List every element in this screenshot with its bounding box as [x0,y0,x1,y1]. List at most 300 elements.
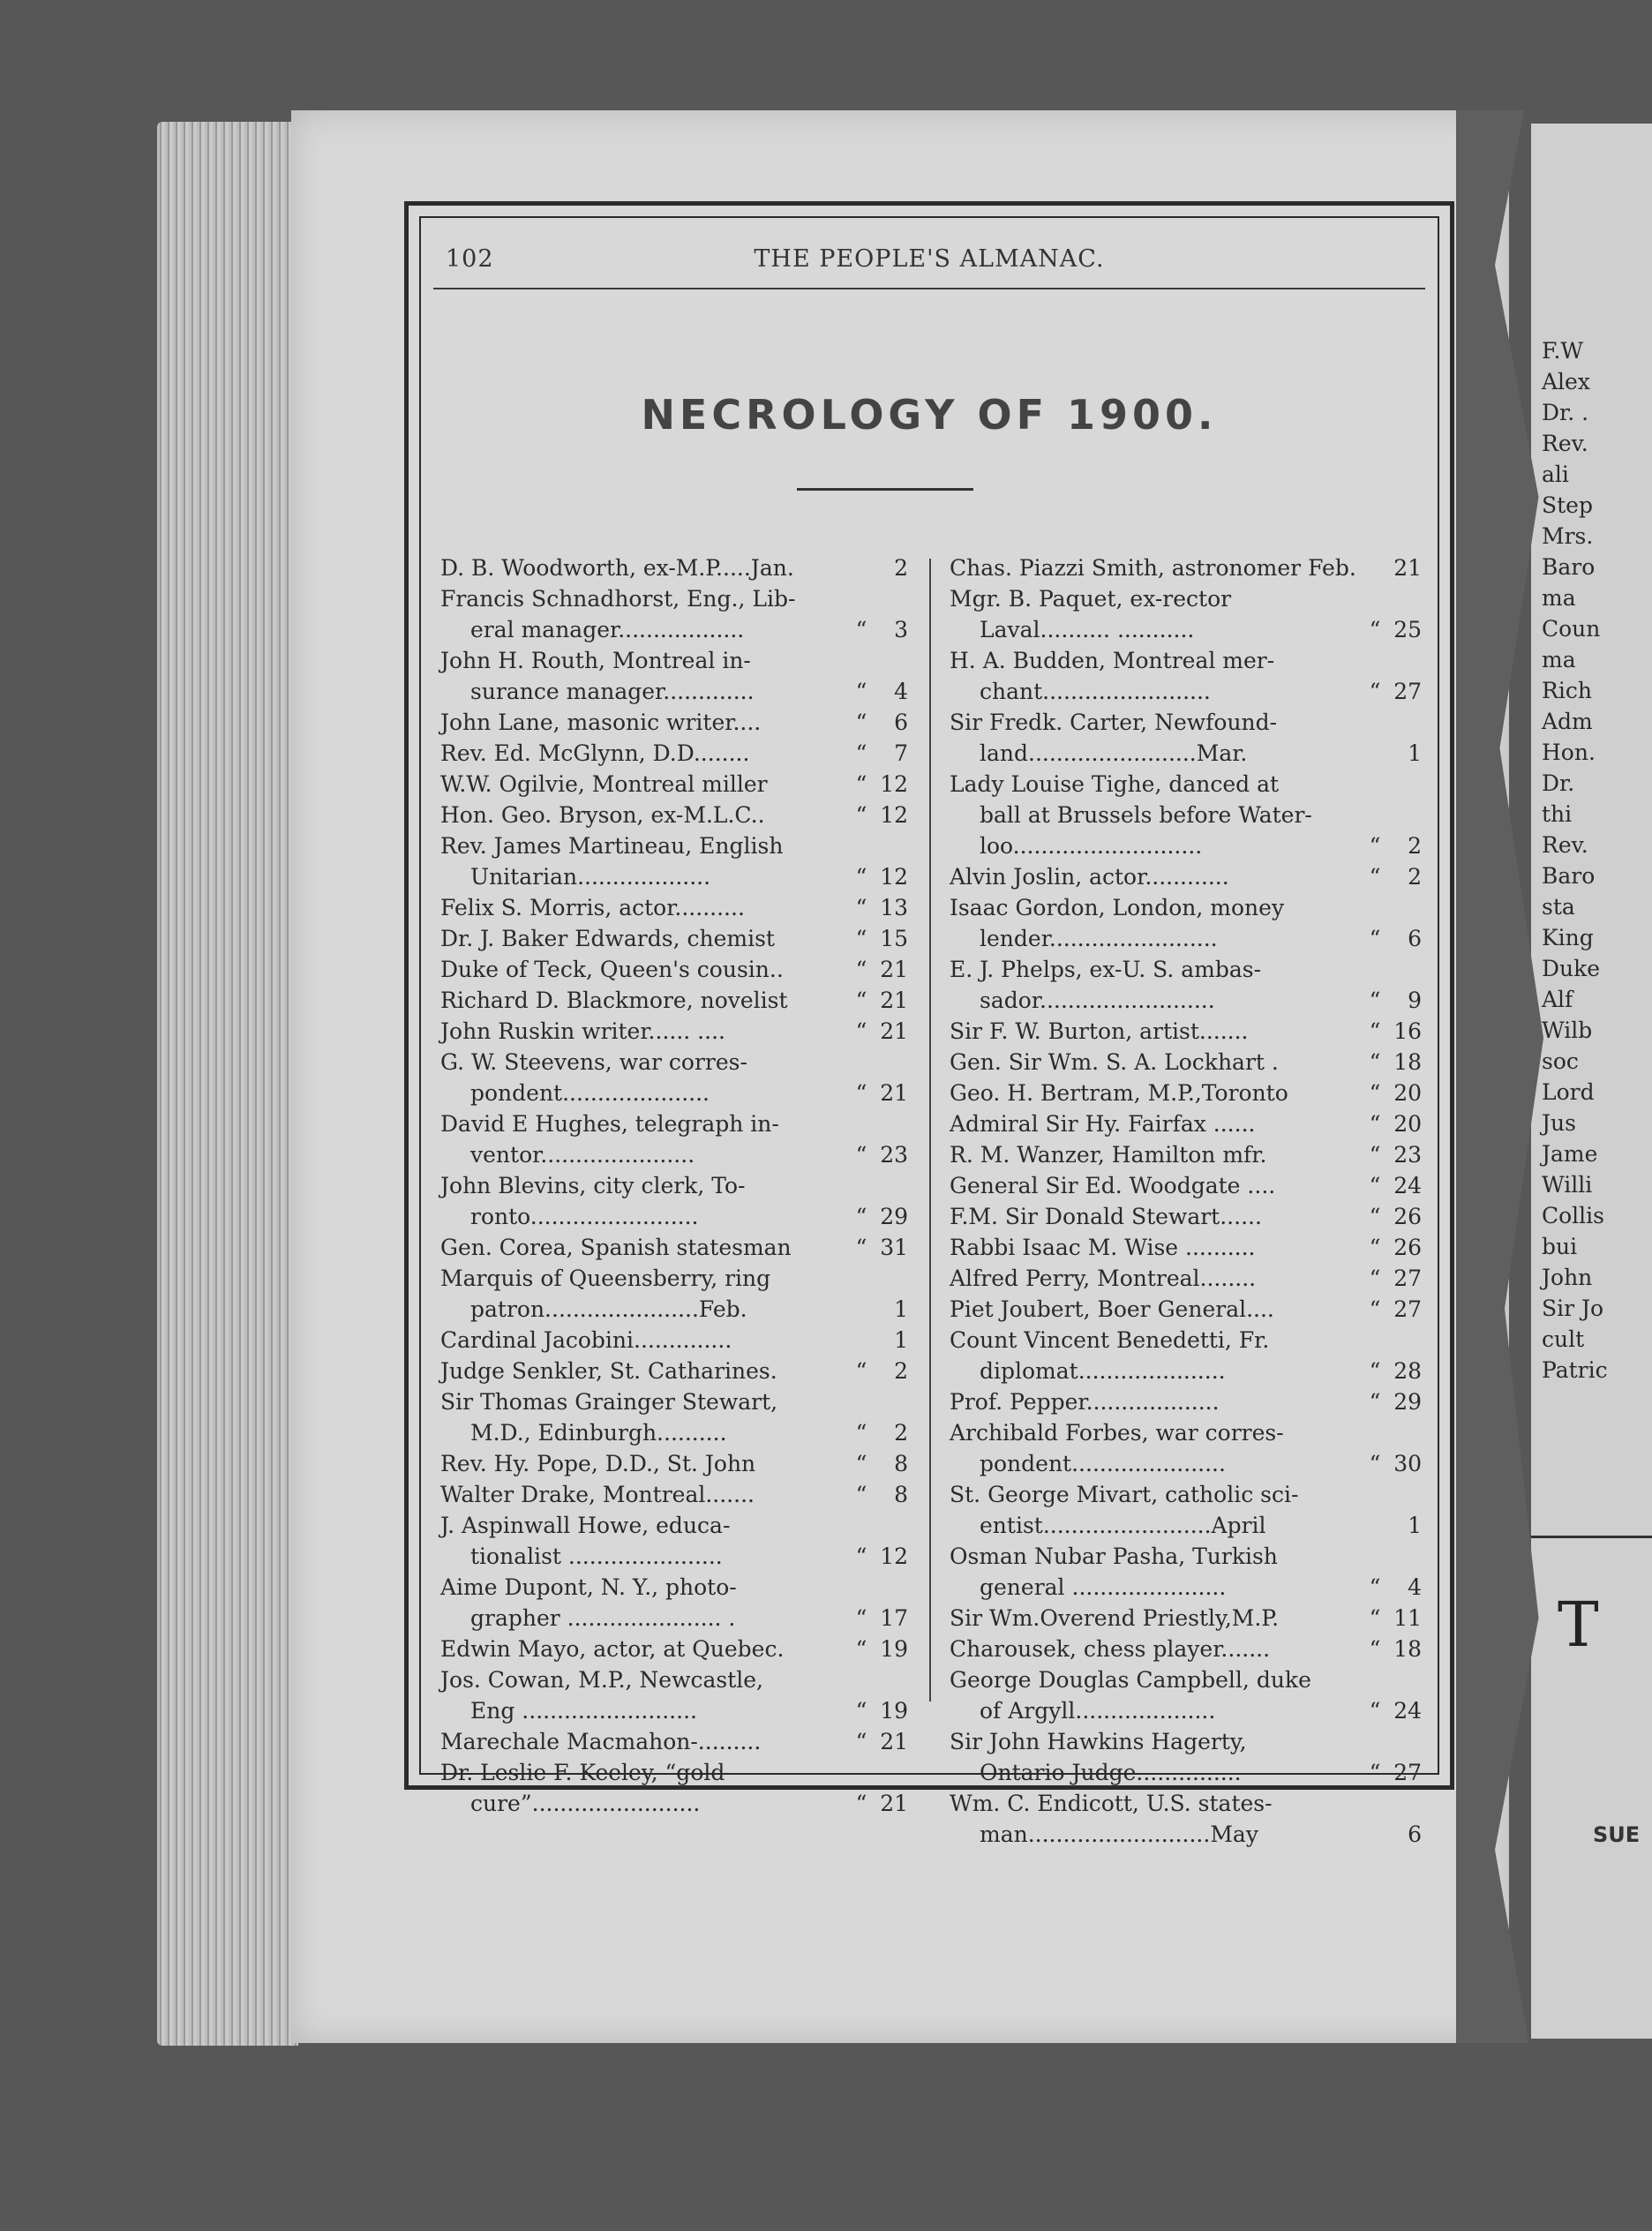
entry-day: 12 [880,1544,908,1569]
necrology-entry [440,707,908,738]
entry-day: 28 [1393,1358,1422,1384]
entry-name: W.W. Ogilvie, Montreal miller [440,771,768,797]
entry-day: 21 [880,957,908,982]
necrology-entry [440,583,908,645]
entry-name: Laval.......... ........... [980,617,1195,642]
necrology-entry [950,1634,1422,1664]
entry-name: Rev. James Martineau, English [440,833,784,859]
entry-name: E. J. Phelps, ex-U. S. ambas- [950,957,1262,982]
ditto-mark: “ [1369,679,1381,704]
ditto-mark: “ [855,1544,867,1569]
entry-name: Geo. H. Bertram, M.P.,Toronto [950,1080,1288,1106]
ditto-mark: “ [1369,988,1381,1013]
entry-day: 21 [880,988,908,1013]
entry-line [950,1016,1422,1047]
entry-line [440,583,908,614]
entry-name: St. George Mivart, catholic sci- [950,1482,1299,1507]
entry-day: 1 [894,1327,908,1353]
entry-name: surance manager............. [470,679,755,704]
entry-name: Edwin Mayo, actor, at Quebec. [440,1636,785,1662]
entry-day: 8 [894,1451,908,1476]
entry-line [440,1294,908,1325]
entry-line [950,1386,1422,1417]
entry-day: 8 [894,1482,908,1507]
necrology-entry [440,1016,908,1047]
entry-line [950,1417,1422,1448]
entry-name: General Sir Ed. Woodgate .... [950,1173,1276,1198]
facing-page-line: Alex [1542,369,1590,394]
necrology-entry [950,1201,1422,1232]
necrology-entry [950,1139,1422,1170]
entry-name: Dr. Leslie F. Keeley, “gold [440,1760,725,1785]
entry-day: 7 [894,740,908,766]
necrology-entry [440,1572,908,1634]
entry-name: John Lane, masonic writer.... [440,710,762,735]
entry-day: 27 [1393,1760,1422,1785]
entry-day: 18 [1393,1636,1422,1662]
ditto-mark: “ [855,926,867,951]
necrology-entry [950,645,1422,707]
entry-line [440,1634,908,1664]
entry-name: Marechale Macmahon-......... [440,1729,762,1754]
ditto-mark: “ [1369,1266,1381,1291]
ditto-mark: “ [1369,1574,1381,1600]
necrology-entry [950,552,1422,583]
facing-page-line: sta [1542,894,1575,920]
ditto-mark: “ [1369,617,1381,642]
entry-name: Charousek, chess player....... [950,1636,1271,1662]
facing-page-line: Alf [1542,987,1573,1012]
necrology-entry [440,1108,908,1170]
entry-name: patron......................Feb. [470,1296,747,1322]
ditto-mark: “ [855,895,867,920]
entry-day: 13 [880,895,908,920]
entry-name: Sir Wm.Overend Priestly,M.P. [950,1605,1280,1631]
entry-day: 27 [1393,679,1422,704]
entry-day: 6 [894,710,908,735]
facing-page-line: Willi [1542,1172,1593,1198]
entry-line [950,1664,1422,1695]
entry-line [440,1788,908,1819]
facing-page-line: Mrs. [1542,523,1594,549]
necrology-entry [950,769,1422,861]
entry-name: Aime Dupont, N. Y., photo- [440,1574,737,1600]
entry-day: 3 [894,617,908,642]
ditto-mark: “ [855,1482,867,1507]
entry-name: George Douglas Campbell, duke [950,1667,1311,1693]
entry-day: 6 [1408,1822,1422,1847]
ditto-mark: “ [855,710,867,735]
entry-name: entist........................April [980,1513,1266,1538]
necrology-entry [440,985,908,1016]
entry-name: Lady Louise Tighe, danced at [950,771,1280,797]
ditto-mark: “ [855,1358,867,1384]
entry-line [440,800,908,830]
entry-name: Eng ......................... [470,1698,697,1724]
entry-name: Prof. Pepper................... [950,1389,1220,1415]
entry-day: 12 [880,864,908,890]
entry-day: 16 [1393,1018,1422,1044]
entry-name: Alvin Joslin, actor............ [950,864,1229,890]
entry-day: 2 [894,1358,908,1384]
entry-line [440,985,908,1016]
facing-page-line: ma [1542,647,1576,672]
entry-line [440,1572,908,1603]
entry-line [440,892,908,923]
necrology-entry [440,800,908,830]
ditto-mark: “ [855,679,867,704]
entry-line [950,1819,1422,1850]
entry-name: ventor...................... [470,1142,695,1168]
facing-page-line: Dr. [1542,770,1582,796]
ditto-mark: “ [1369,1698,1381,1724]
ditto-mark: “ [855,771,867,797]
entry-name: pondent...................... [980,1451,1226,1476]
ditto-mark: “ [855,617,867,642]
entry-line [950,1047,1422,1078]
necrology-entry [440,954,908,985]
entry-day: 31 [880,1235,908,1260]
facing-page-line: Duke [1542,956,1601,981]
ditto-mark: “ [1369,1451,1381,1476]
entry-name: Wm. C. Endicott, U.S. states- [950,1791,1273,1816]
entry-day: 21 [880,1018,908,1044]
ditto-mark: “ [855,802,867,828]
entry-day: 2 [894,1420,908,1446]
facing-page-line: Jame [1542,1141,1598,1167]
ditto-mark: “ [1369,1142,1381,1168]
necrology-entry [950,1016,1422,1047]
entry-line [440,1510,908,1541]
necrology-entry [440,1757,908,1819]
running-title: THE PEOPLE'S ALMANAC. [754,245,1105,273]
necrology-entry [440,1325,908,1356]
entry-day: 11 [1393,1605,1422,1631]
necrology-entry [440,1386,908,1448]
necrology-entry [950,1078,1422,1108]
entry-day: 24 [1393,1173,1422,1198]
entry-name: tionalist ...................... [470,1544,723,1569]
ditto-mark: “ [1369,1080,1381,1106]
entry-name: Duke of Teck, Queen's cousin.. [440,957,784,982]
necrology-entry [440,1448,908,1479]
entry-day: 30 [1393,1451,1422,1476]
ditto-mark: “ [1369,1173,1381,1198]
entry-line [950,614,1422,645]
facing-page-line: soc [1542,1048,1579,1074]
entry-day: 9 [1408,988,1422,1013]
entry-line [440,769,908,800]
entry-name: G. W. Steevens, war corres- [440,1049,747,1075]
facing-page-line: Jus [1542,1110,1576,1136]
entry-name: man..........................May [980,1822,1258,1847]
entry-name: Walter Drake, Montreal....... [440,1482,755,1507]
entry-name: Piet Joubert, Boer General.... [950,1296,1274,1322]
entry-name: land........................Mar. [980,740,1248,766]
entry-name: Alfred Perry, Montreal........ [950,1266,1257,1291]
necrology-entry [440,769,908,800]
necrology-entry [440,892,908,923]
necrology-entry [950,1386,1422,1417]
ditto-mark: “ [1369,1760,1381,1785]
necrology-entry [950,583,1422,645]
necrology-entry [440,923,908,954]
entry-day: 1 [894,1296,908,1322]
entry-line [950,552,1422,583]
entry-line [440,1078,908,1108]
facing-page [1531,124,1652,2039]
entry-name: Rev. Ed. McGlynn, D.D........ [440,740,750,766]
entry-line [950,954,1422,985]
ditto-mark: “ [1369,1605,1381,1631]
entry-line [440,552,908,583]
entry-day: 29 [880,1204,908,1229]
book-page-edges [157,122,298,2046]
right-column [950,552,1422,1850]
entry-line [440,1201,908,1232]
necrology-entry [950,1788,1422,1850]
page-border [404,201,1454,1847]
facing-page-text [1542,335,1608,1386]
entry-day: 1 [1408,1513,1422,1538]
entry-line [440,923,908,954]
necrology-entry [440,738,908,769]
entry-line [950,1356,1422,1386]
necrology-entry [440,830,908,892]
entry-line [440,1386,908,1417]
entry-line [440,1170,908,1201]
entry-line [950,1294,1422,1325]
entry-line [440,645,908,676]
entry-day: 2 [1408,864,1422,890]
entry-name: diplomat..................... [980,1358,1226,1384]
entry-day: 24 [1393,1698,1422,1724]
entry-line [440,1325,908,1356]
necrology-entry [950,861,1422,892]
entry-day: 1 [1408,740,1422,766]
entry-day: 23 [880,1142,908,1168]
ditto-mark: “ [1369,1389,1381,1415]
entry-day: 29 [1393,1389,1422,1415]
entry-name: Felix S. Morris, actor.......... [440,895,745,920]
ditto-mark: “ [855,1791,867,1816]
entry-name: H. A. Budden, Montreal mer- [950,648,1275,673]
entry-name: David E Hughes, telegraph in- [440,1111,779,1137]
entry-name: ronto........................ [470,1204,699,1229]
facing-page-line: Baro [1542,863,1596,889]
entry-line [950,800,1422,830]
necrology-entry [440,1232,908,1263]
page-number: 102 [446,245,494,273]
entry-name: D. B. Woodworth, ex-M.P.....Jan. [440,555,794,581]
entry-line [440,1448,908,1479]
entry-line [950,1634,1422,1664]
entry-name: general ...................... [980,1574,1227,1600]
entry-line [950,830,1422,861]
entry-day: 4 [1408,1574,1422,1600]
ditto-mark: “ [855,1204,867,1229]
entry-line [440,1356,908,1386]
facing-page-word: SUE [1593,1822,1641,1847]
ditto-mark: “ [855,1018,867,1044]
necrology-entry [440,645,908,707]
entry-line [440,1047,908,1078]
entry-line [440,861,908,892]
necrology-entry [950,1294,1422,1325]
entry-name: pondent..................... [470,1080,710,1106]
entry-line [950,738,1422,769]
entry-day: 27 [1393,1296,1422,1322]
entry-line [950,1603,1422,1634]
entry-line [950,1726,1422,1757]
entry-day: 6 [1408,926,1422,951]
necrology-entry [950,707,1422,769]
entry-name: sador......................... [980,988,1215,1013]
necrology-entry [440,552,908,583]
facing-page-line: Baro [1542,554,1596,580]
entry-name: Gen. Corea, Spanish statesman [440,1235,792,1260]
ditto-mark: “ [1369,864,1381,890]
entry-line [440,1603,908,1634]
entry-name: lender........................ [980,926,1218,951]
entry-name: Osman Nubar Pasha, Turkish [950,1544,1278,1569]
entry-day: 26 [1393,1204,1422,1229]
entry-line [950,676,1422,707]
entry-name: Hon. Geo. Bryson, ex-M.L.C.. [440,802,765,828]
necrology-entry [950,892,1422,954]
entry-day: 26 [1393,1235,1422,1260]
entry-line [440,1232,908,1263]
facing-page-initial: T [1558,1589,1599,1661]
facing-page-line: F.W [1542,338,1584,364]
ditto-mark: “ [1369,833,1381,859]
entry-name: Ontario Judge............... [980,1760,1242,1785]
entry-line [440,1726,908,1757]
ditto-mark: “ [1369,1296,1381,1322]
entry-line [950,923,1422,954]
entry-line [440,1108,908,1139]
entry-line [440,1263,908,1294]
entry-day: 21 [880,1080,908,1106]
entry-line [440,1695,908,1726]
facing-page-line: thi [1542,801,1573,827]
entry-day: 25 [1393,617,1422,642]
entry-name: of Argyll.................... [980,1698,1216,1724]
necrology-entry [950,1726,1422,1788]
necrology-entry [440,1356,908,1386]
necrology-entry [950,1603,1422,1634]
necrology-entry [440,1726,908,1757]
facing-page-line: Collis [1542,1203,1604,1228]
entry-name: eral manager.................. [470,617,745,642]
necrology-entry [950,1170,1422,1201]
ditto-mark: “ [855,740,867,766]
necrology-entry [950,1541,1422,1603]
entry-name: Sir F. W. Burton, artist....... [950,1018,1249,1044]
entry-name: chant........................ [980,679,1211,704]
necrology-entry [950,1108,1422,1139]
ditto-mark: “ [855,1235,867,1260]
entry-line [440,1757,908,1788]
entry-name: Rabbi Isaac M. Wise .......... [950,1235,1256,1260]
ditto-mark: “ [1369,1358,1381,1384]
entry-line [440,1139,908,1170]
necrology-entry [950,1047,1422,1078]
entry-line [950,1201,1422,1232]
title-rule [797,488,973,491]
entry-line [950,1139,1422,1170]
entry-name: Chas. Piazzi Smith, astronomer Feb. [950,555,1356,581]
ditto-mark: “ [855,1729,867,1754]
entry-day: 20 [1393,1080,1422,1106]
facing-page-line: Lord [1542,1079,1595,1105]
page-title: NECROLOGY OF 1900. [641,391,1218,439]
entry-name: Jos. Cowan, M.P., Newcastle, [440,1667,764,1693]
entry-name: Cardinal Jacobini.............. [440,1327,732,1353]
entry-name: J. Aspinwall Howe, educa- [440,1513,731,1538]
entry-line [950,1788,1422,1819]
ditto-mark: “ [1369,1018,1381,1044]
entry-name: Gen. Sir Wm. S. A. Lockhart . [950,1049,1279,1075]
running-head [433,245,1425,289]
facing-page-line: Adm [1542,709,1593,734]
entry-day: 4 [894,679,908,704]
entry-day: 17 [880,1605,908,1631]
facing-page-line: Dr. . [1542,400,1589,425]
ditto-mark: “ [855,1698,867,1724]
ditto-mark: “ [855,1142,867,1168]
entry-day: 19 [880,1636,908,1662]
facing-page-line: bui [1542,1234,1578,1259]
facing-page-line: Rev. [1542,832,1588,858]
entry-day: 2 [1408,833,1422,859]
ditto-mark: “ [1369,1049,1381,1075]
entry-day: 12 [880,771,908,797]
entry-name: cure”........................ [470,1791,701,1816]
necrology-entry [440,1510,908,1572]
entry-line [950,1572,1422,1603]
entry-name: Sir Fredk. Carter, Newfound- [950,710,1278,735]
ditto-mark: “ [1369,1235,1381,1260]
necrology-entry [440,1479,908,1510]
entry-day: 21 [880,1791,908,1816]
ditto-mark: “ [855,957,867,982]
entry-day: 12 [880,802,908,828]
entry-name: Sir John Hawkins Hagerty, [950,1729,1247,1754]
entry-name: Mgr. B. Paquet, ex-rector [950,586,1232,612]
necrology-entry [440,1263,908,1325]
entry-name: Richard D. Blackmore, novelist [440,988,788,1013]
entry-line [950,861,1422,892]
entry-line [950,1541,1422,1572]
entry-line [950,1108,1422,1139]
entry-line [950,985,1422,1016]
ditto-mark: “ [855,1605,867,1631]
entry-line [440,1479,908,1510]
necrology-entry [950,1325,1422,1386]
necrology-entry [440,1664,908,1726]
entry-name: loo........................... [980,833,1203,859]
entry-name: M.D., Edinburgh.......... [470,1420,727,1446]
ditto-mark: “ [855,1636,867,1662]
entry-day: 18 [1393,1049,1422,1075]
entry-line [950,1448,1422,1479]
entry-line [950,707,1422,738]
entry-name: Dr. J. Baker Edwards, chemist [440,926,775,951]
facing-page-line: John [1542,1265,1593,1290]
entry-name: ball at Brussels before Water- [980,802,1312,828]
entry-day: 21 [1393,555,1422,581]
